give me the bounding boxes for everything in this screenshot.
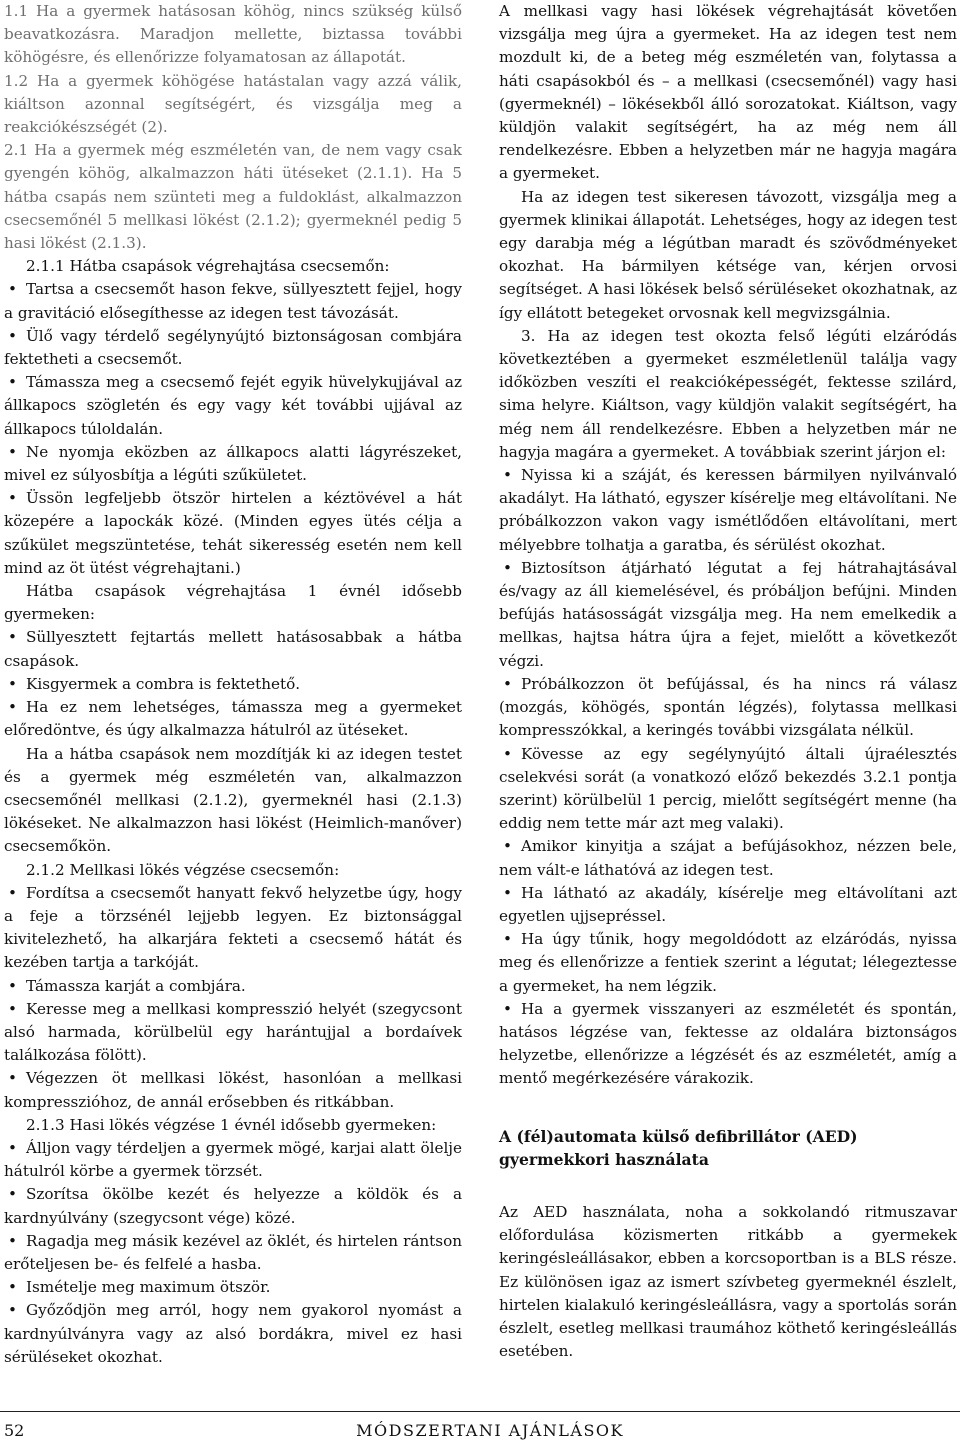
bullet-item xyxy=(4,371,462,441)
bullet-text: Süllyesztett fejtartás mellett hatásosabbak a hátba csapások. xyxy=(4,628,462,670)
bullet-item xyxy=(499,673,957,743)
left-column xyxy=(4,0,462,1369)
bullet-item xyxy=(4,1067,462,1113)
bullet-text: Nyissa ki a száját, és keressen bármilyen nyilvánvaló akadályt. Ha látható, egyszer kísérelje meg eltávolítani. Ne próbálkozzon vakon vagy ismétlődően eltávolítani, mert mélyebbre tolhatja a garatba, és sérülést okozhat. xyxy=(499,466,957,554)
bullet-item xyxy=(4,1299,462,1369)
bullet-text: Ragadja meg másik kezével az öklét, és hirtelen rántson erőteljesen be- és felfelé a hasba. xyxy=(4,1231,462,1273)
bullet-text: Ismételje meg maximum ötször. xyxy=(26,1278,271,1297)
bullet-item xyxy=(4,325,462,371)
section-spacer xyxy=(499,1171,957,1201)
bullet-dot-icon: • xyxy=(503,466,512,485)
bullet-dot-icon: • xyxy=(8,280,17,299)
bullet-item xyxy=(4,696,462,742)
bullet-dot-icon: • xyxy=(8,1278,17,1297)
bullet-dot-icon: • xyxy=(8,442,17,461)
bullet-dot-icon: • xyxy=(8,1069,17,1088)
paragraph: Ha az idegen test sikeresen távozott, vizsgálja meg a gyermek klinikai állapotát. Lehetséges, hogy az idegen test egy darabja még a légútban maradt és szövődményeket okozhat. Ha bármilyen kétsége van, kérjen orvosi segítséget. A hasi lökések belső sérüléseket okozhatnak, az így ellátott betegeket orvosnak kell megvizsgálnia. xyxy=(499,187,957,322)
bullet-item xyxy=(4,626,462,672)
paragraph: Az AED használata, noha a sokkolandó ritmuszavar előfordulása közismerten ritkább a gyermekek keringésleállásakor, ebben a korcsoportban is a BLS része. Ez különösen igaz az ismert szívbeteg gyermeknél észlelt, hirtelen kialakuló keringésleállásra, vagy a sportolás során észlelt, esetleg mellkasi traumához köthető keringésleállás esetében. xyxy=(499,1202,957,1361)
paragraph: 2.1.2 Mellkasi lökés végzése csecsemőn: xyxy=(26,860,340,879)
bullet-item xyxy=(499,557,957,673)
bullet-dot-icon: • xyxy=(8,976,17,995)
right-column xyxy=(499,0,957,1363)
bullet-text: Támassza meg a csecsemő fejét egyik hüvelykujjával az állkapocs szögletén és egy vagy két további ujjával az állkapocs túloldalán. xyxy=(4,373,462,438)
bullet-dot-icon: • xyxy=(8,326,17,345)
bullet-item xyxy=(499,464,957,557)
bullet-dot-icon: • xyxy=(503,558,512,577)
bullet-item xyxy=(4,487,462,580)
bullet-text: Ha a gyermek visszanyeri az eszméletét és spontán, hatásos légzése van, fektesse az oldalára biztonságos helyzetbe, ellenőrizze a légzését és az eszméletét, amíg a mentő megérkezésére várakozik. xyxy=(499,999,957,1088)
page-number: 52 xyxy=(4,1421,25,1440)
bullet-text: Keresse meg a mellkasi kompresszió helyét (szegycsont alsó harmada, körülbelül egy harántujjal a bordaívek találkozása fölött). xyxy=(4,999,462,1065)
footer-rule xyxy=(0,1411,960,1412)
bullet-dot-icon: • xyxy=(8,698,17,717)
bullet-item xyxy=(4,882,462,975)
bullet-text: Ha ez nem lehetséges, támassza meg a gyermeket előredöntve, és úgy alkalmazza hátulról az ütéseket. xyxy=(4,698,462,740)
bullet-text: Próbálkozzon öt befújással, és ha nincs rá válasz (mozgás, köhögés, spontán légzés), folytassa mellkasi kompresszókkal, a keringés további vizsgálata nélkül. xyxy=(499,674,957,740)
bullet-dot-icon: • xyxy=(503,883,512,902)
bullet-dot-icon: • xyxy=(8,1301,17,1320)
bullet-text: Fordítsa a csecsemőt hanyatt fekvő helyzetbe úgy, hogy a feje a törzsénél lejjebb legyen. Ez biztonsággal kivitelezhető, ha alkarjára fekteti a csecsemő hátát és kezében tartja a tarkóját. xyxy=(4,883,462,972)
bullet-dot-icon: • xyxy=(8,1138,17,1157)
paragraph-gray: 1.2 Ha a gyermek köhögése hatástalan vagy azzá válik, kiáltson azonnal segítségért, és vizsgálja meg a reakciókészségét (2). xyxy=(4,71,462,137)
paragraph-gray: 1.1 Ha a gyermek hatásosan köhög, nincs szükség külső beavatkozásra. Maradjon mellette, biztassa további köhögésre, és ellenőrizze folyamatosan az állapotát. xyxy=(4,2,462,67)
paragraph-gray: 2.1 Ha a gyermek még eszméletén van, de nem vagy csak gyengén köhög, alkalmazzon háti ütéseket (2.1.1). Ha 5 hátba csapás nem szünteti meg a fuldoklást, alkalmazzon csecsemőnél 5 mellkasi lökést (2.1.2); gyermeknél pedig 5 hasi lökést (2.1.3). xyxy=(4,141,462,253)
bullet-item xyxy=(4,998,462,1068)
bullet-text: Ha úgy tűnik, hogy megoldódott az elzáródás, nyissa meg és ellenőrizze a fentiek szerint a légutat; lélegeztesse a gyermeket, ha nem légzik. xyxy=(499,930,957,995)
bullet-text: Támassza karját a combjára. xyxy=(26,976,246,995)
section-heading: A (fél)automata külső defibrillátor (AED) gyermekkori használata xyxy=(499,1126,858,1169)
bullet-item xyxy=(499,882,957,928)
bullet-dot-icon: • xyxy=(8,489,17,508)
bullet-text: Ülő vagy térdelő segélynyújtó biztonságosan combjára fektetheti a csecsemőt. xyxy=(4,326,462,369)
bullet-text: Amikor kinyitja a szájat a befújásokhoz, nézzen bele, nem vált-e láthatóvá az idegen test. xyxy=(499,837,957,879)
bullet-item xyxy=(4,1276,462,1299)
bullet-text: Biztosítson átjárható légutat a fej hátrahajtásával és/vagy az áll kiemelésével, és próbáljon befújni. Minden befújás hatásosságát vizsgálja meg. Ha nem emelkedik a mellkas, hajtsa hátra újra a fejet, mielőtt a következőt végzi. xyxy=(499,558,957,670)
bullet-dot-icon: • xyxy=(8,373,17,392)
bullet-item xyxy=(4,975,462,998)
bullet-item xyxy=(4,1230,462,1276)
bullet-text: Tartsa a csecsemőt hason fekve, süllyesztett fejjel, hogy a gravitáció elősegíthesse az idegen test távozását. xyxy=(4,280,462,322)
paragraph: 3. Ha az idegen test okozta felső légúti elzáródás következtében a gyermeket eszméletlenül találja vagy időközben veszíti el reakcióképességét, fektesse szilárd, sima helyre. Kiáltson, vagy küldjön valakit segítségért, ha még nem áll rendelkezésre. Ebben a helyzetben már ne hagyja magára a gyermeket. A továbbiak szerint járjon el: xyxy=(499,326,957,461)
bullet-item xyxy=(4,278,462,324)
bullet-dot-icon: • xyxy=(8,628,17,647)
bullet-text: Ne nyomja eközben az állkapocs alatti lágyrészeket, mivel ez súlyosbítja a légúti szűkületet. xyxy=(4,442,462,485)
paragraph: Ha a hátba csapások nem mozdítják ki az idegen testet és a gyermek még eszméletén van, alkalmazzon csecsemőnél mellkasi (2.1.2), gyermeknél hasi (2.1.3) lökéseket. Ne alkalmazzon hasi lökést (Heimlich-manőver) csecsemőkön. xyxy=(4,744,462,856)
paragraph: Hátba csapások végrehajtása 1 évnél idősebb gyermeken: xyxy=(4,582,462,624)
paragraph: 2.1.3 Hasi lökés végzése 1 évnél idősebb gyermeken: xyxy=(26,1115,437,1134)
page-footer xyxy=(0,1411,960,1455)
bullet-text: Álljon vagy térdeljen a gyermek mögé, karjai alatt ölelje hátulról körbe a gyermek törzsét. xyxy=(4,1138,462,1181)
bullet-text: Győződjön meg arról, hogy nem gyakorol nyomást a kardnyúlványra vagy az alsó bordákra, mivel ez hasi sérüléseket okozhat. xyxy=(4,1301,462,1366)
bullet-text: Üssön legfeljebb ötször hirtelen a kéztövével a hát közepére a lapockák közé. (Minden egyes ütés célja a szűkület megszüntetése, tehát sikeresség esetén nem kell mind az öt ütést végrehajtani.) xyxy=(4,489,462,577)
bullet-text: Szorítsa ökölbe kezét és helyezze a köldök és a kardnyúlvány (szegycsont vége) közé. xyxy=(4,1185,462,1227)
bullet-item xyxy=(4,673,462,696)
bullet-item xyxy=(4,441,462,487)
bullet-item xyxy=(499,835,957,881)
bullet-item xyxy=(4,1137,462,1183)
bullet-dot-icon: • xyxy=(503,744,512,763)
bullet-dot-icon: • xyxy=(8,1185,17,1204)
bullet-item xyxy=(499,743,957,836)
bullet-item xyxy=(499,998,957,1091)
bullet-dot-icon: • xyxy=(503,837,512,856)
bullet-text: Kövesse az egy segélynyújtó általi újraélesztés cselekvési sorát (a vonatkozó előző bekezdés 3.2.1 pontja szerint) körülbelül 1 percig, mielőtt segítségért menne (ha eddig nem tette már azt meg valaki). xyxy=(499,744,957,833)
bullet-item xyxy=(499,928,957,998)
bullet-dot-icon: • xyxy=(503,999,512,1018)
running-title: MÓDSZERTANI AJÁNLÁSOK xyxy=(356,1421,624,1440)
bullet-dot-icon: • xyxy=(8,1231,17,1250)
bullet-text: Ha látható az akadály, kísérelje meg eltávolítani azt egyetlen ujjsepréssel. xyxy=(499,883,957,925)
bullet-item xyxy=(4,1183,462,1229)
bullet-dot-icon: • xyxy=(8,674,17,693)
paragraph: A mellkasi vagy hasi lökések végrehajtását követően vizsgálja meg újra a gyermeket. Ha az idegen test nem mozdult ki, de a beteg még eszméletén van, folytassa a háti csapásokból és – a mellkasi (csecsemőnél) vagy hasi (gyermeknél) – lökésekből álló sorozatokat. Kiáltson, vagy küldjön valakit segítségért, ha az még nem áll rendelkezésre. Ebben a helyzetben már ne hagyja magára a gyermeket. xyxy=(499,2,957,183)
paragraph: 2.1.1 Hátba csapások végrehajtása csecsemőn: xyxy=(26,257,390,276)
bullet-dot-icon: • xyxy=(8,883,17,902)
bullet-text: Végezzen öt mellkasi lökést, hasonlóan a mellkasi kompresszióhoz, de annál erősebben és ritkábban. xyxy=(4,1069,462,1111)
bullet-text: Kisgyermek a combra is fektethető. xyxy=(26,674,301,693)
bullet-dot-icon: • xyxy=(503,674,512,693)
bullet-dot-icon: • xyxy=(503,930,512,949)
bullet-dot-icon: • xyxy=(8,999,17,1018)
